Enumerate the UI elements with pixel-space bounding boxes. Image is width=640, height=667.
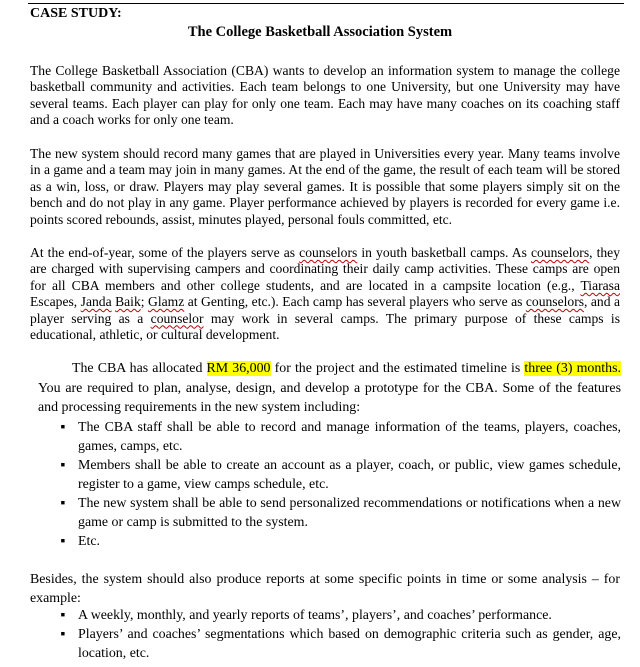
misspelled-word: Tiarasa xyxy=(580,277,620,293)
reports-list xyxy=(60,606,621,663)
bullet-icon: ▪ xyxy=(60,627,66,642)
intro-paragraph: The College Basketball Association (CBA) wants to develop an information system to manage the college basketball community and activities. Each team belongs to one University, but one University may have several teams. Each player can play for only one team. Each may have many coaches on its coaching staff and a coach works for only one team. xyxy=(30,63,620,128)
reports-intro-paragraph: Besides, the system should also produce reports at some specific points in time or some analysis – for example: xyxy=(30,572,620,606)
camps-paragraph: At the end-of-year, some of the players serve as counselors in youth basketball camps. As counselors, they are charged with supervising campers and coordinating their daily camp activities. These camps are open for all CBA members and other college students, and are located in a campsite location (e.g., Tiarasa Escapes, Janda Baik; Glamz at Genting, etc.). Each camp has several players who serve as counselors, and a player serving as a counselor may work in several camps. The primary purpose of these camps is educational, athletic, or cultural development. xyxy=(30,245,621,343)
misspelled-word: counselor xyxy=(150,310,204,326)
list-item: ▪ Players’ and coaches’ segmentations which based on demographic criteria such as gender, age, location, etc. xyxy=(78,625,621,663)
bullet-icon: ▪ xyxy=(60,608,66,623)
list-item: ▪ The new system shall be able to send personalized recommendations or notifications when a new game or camp is submitted to the system. xyxy=(78,494,621,532)
bullet-icon: ▪ xyxy=(60,534,66,549)
misspelled-word: Baik xyxy=(115,294,141,310)
misspelled-word: counselors xyxy=(530,245,590,260)
list-item: ▪ Etc. xyxy=(78,532,621,551)
budget-paragraph: The CBA has allocated RM 36,000 for the project and the estimated timeline is three (3) months. You are required to plan, analyse, design, and develop a prototype for the CBA. Some of the features and processing requirements in the new system including: xyxy=(38,361,621,415)
misspelled-word: counselors xyxy=(299,245,358,260)
case-study-heading: CASE STUDY: xyxy=(30,6,122,21)
misspelled-word: counselors xyxy=(525,294,585,310)
budget-highlight: RM 36,000 xyxy=(206,361,271,376)
top-rule xyxy=(28,3,624,4)
list-item: ▪ A weekly, monthly, and yearly reports of teams’, players’, and coaches’ performance. xyxy=(78,606,621,625)
misspelled-word: Glamz xyxy=(148,294,185,310)
bullet-icon: ▪ xyxy=(60,458,66,473)
bullet-icon: ▪ xyxy=(60,420,66,435)
document-title: The College Basketball Association System xyxy=(187,24,453,40)
timeline-highlight: three (3) months. xyxy=(524,361,621,376)
requirements-list xyxy=(60,418,621,551)
games-paragraph: The new system should record many games that are played in Universities every year. Many teams involve in a game and a team may join in many games. At the end of the game, the result of each team will be stored as a win, loss, or draw. Players may play several games. It is possible that some players simply sit on the bench and do not play in any game. Player performance achieved by players is recorded for every game i.e. points scored rebounds, assist, minutes played, personal fouls committed, etc. xyxy=(30,146,620,227)
list-item: ▪ Members shall be able to create an account as a player, coach, or public, view games schedule, register to a game, view camps schedule, etc. xyxy=(78,456,621,494)
bullet-icon: ▪ xyxy=(60,496,66,511)
misspelled-word: Janda xyxy=(80,294,112,310)
list-item: ▪ The CBA staff shall be able to record and manage information of the teams, players, coaches, games, camps, etc. xyxy=(78,418,621,456)
